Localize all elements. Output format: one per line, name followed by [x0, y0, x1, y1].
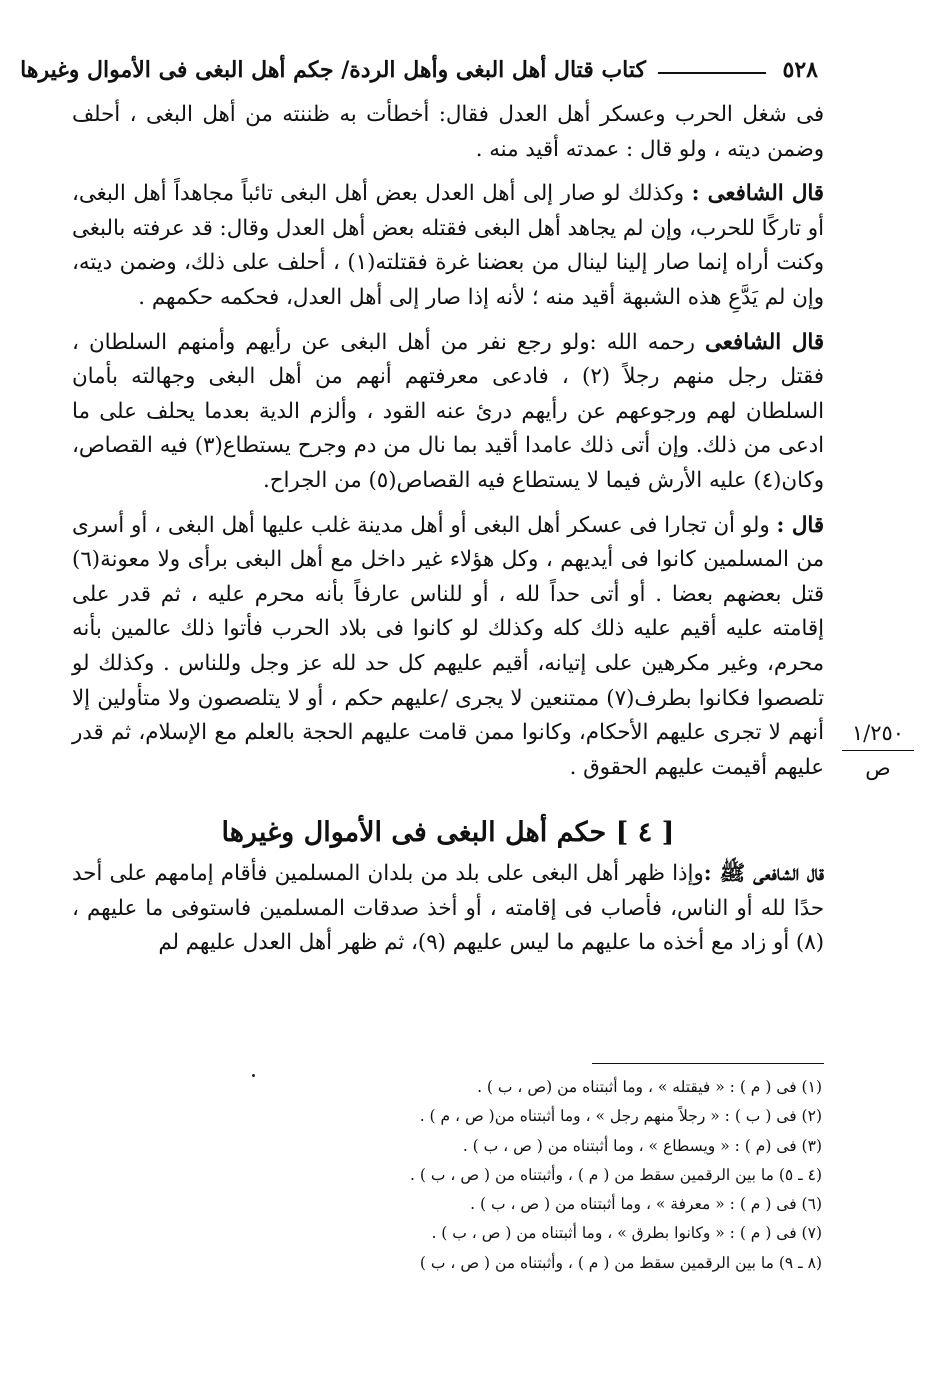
- margin-reference-top: ١/٢٥٠: [851, 721, 905, 745]
- footnote-rule: [592, 1063, 824, 1064]
- footnotes: [300, 1073, 822, 1278]
- header-rule: [658, 72, 766, 74]
- paragraph-text: ولو أن تجارا فى عسكر أهل البغى أو أهل مدينة غلب عليها أهل البغى ، أو أسرى من المسلمين كانوا فى أيديهم ، وكل هؤلاء غير داخل مع أهل البغى برأى ولا معونة(٦) قتل بعضهم بعضا . أو أتى حداً لله ، أو للناس عارفاً بأنه محرم عليه ، ثم قدر على إقامته عليه أقيم عليه ذلك كله وكذلك لو كانوا فى بلاد الحرب فأتوا ذلك عالمين بأنه محرم، وغير مكرهين على إتيانه، أقيم عليهم كل حد لله عز وجل وللناس . وكذلك لو تلصصوا فكانوا بطرف(٧) ممتنعين لا يجرى /عليهم حكم ، أو لا يتلصصون ولا متأولين إلا أنهم لا تجرى عليهم الأحكام، وكانوا ممن قامت عليهم الحجة بالعلم مع الإسلام، ثم قدر عليهم أقيمت عليهم الحقوق .: [72, 512, 825, 780]
- speck: [252, 1074, 255, 1077]
- margin-reference: [838, 718, 918, 783]
- footnote: (٦) فى ( م ) : « معرفة » ، وما أثبتناه من ( ص ، ب ) .: [470, 1195, 822, 1214]
- page-number: ٥٢٨: [782, 57, 818, 83]
- paragraph: [72, 177, 824, 315]
- footnote: (٢) فى ( ب ) : « رجلاً منهم رجل » ، وما أثبتناه من( ص ، م ) .: [419, 1107, 822, 1126]
- section-paragraph: [72, 857, 824, 961]
- section-text: وإذا ظهر أهل البغى على بلد من بلدان المسلمين فأقام إمامهم على أحد حدًا لله أو الناس، فأصاب فى إقامته ، أو أخذ صدقات المسلمين فاستوفى ما عليهم ،(٨) أو زاد مع أخذه ما عليهم ما ليس عليهم (٩)، ثم ظهر أهل العدل عليهم لم: [72, 861, 824, 956]
- section-title: [ ٤ ] حكم أهل البغى فى الأموال وغيرها: [221, 817, 675, 849]
- footnote: (٧) فى ( م ) : « وكانوا بطرق » ، وما أثبتناه من ( ص ، ب ) .: [431, 1224, 822, 1243]
- paragraph-lead: قال الشافعى: [705, 329, 824, 355]
- running-title: كتاب قتال أهل البغى وأهل الردة/ جكم أهل البغى فى الأموال وغيرها: [20, 57, 646, 83]
- paragraph: [72, 509, 824, 786]
- paragraph-lead: قال الشافعى :: [691, 181, 824, 207]
- main-text: [72, 98, 824, 971]
- margin-reference-rule: [842, 750, 914, 751]
- paragraph-text: رحمه الله :ولو رجع نفر من أهل البغى عن رأيهم وأمنهم السلطان ، فقتل رجل منهم رجلاً (٢) ، فادعى معرفتهم أنهم من أهل البغى وجهالته بأمان السلطان لهم ورجوعهم عن رأيهم درئ عنه القود ، وألزم الدية بعدما يحلف على ما ادعى من ذلك. وإن أتى ذلك عامدا أقيد بما نال من دم وجرح يستطاع(٣) فيه القصاص، وكان(٤) عليه الأرش فيما لا يستطاع فيه القصاص(٥) من الجراح.: [72, 329, 824, 493]
- page-header: [20, 50, 824, 90]
- footnote: (٤ ـ ٥) ما بين الرقمين سقط من ( م ) ، وأثبتناه من ( ص ، ب ) .: [410, 1165, 822, 1184]
- footnote: (٣) فى (م ) : « ويسطاع » ، وما أثبتناه من ( ص ، ب ) .: [462, 1136, 822, 1155]
- paragraph: [72, 98, 824, 167]
- paragraph-text: وكذلك لو صار إلى أهل العدل بعض أهل البغى تائباً مجاهداً أهل البغى، أو تاركًا للحرب، وإن لم يجاهد أهل البغى فقتله بعض أهل العدل وقال: قد عرفته بالبغى وكنت أراه إنما صار إلينا لينال من بعضنا غرة فقتلته(١) ، أحلف على ذلك، وضمن ديته، وإن لم يَدَّعِ هذه الشبهة أقيد منه ؛ لأنه إذا صار إلى أهل العدل، فحكمه حكمهم .: [72, 181, 824, 310]
- paragraph-text: فى شغل الحرب وعسكر أهل العدل فقال: أخطأت به ظننته من أهل البغى ، أحلف وضمن ديته ، ولو قال : عمدته أقيد منه .: [72, 102, 824, 162]
- section-lead: قال الشافعى ﷺ :: [703, 861, 824, 887]
- footnote: (٨ ـ ٩) ما بين الرقمين سقط من ( م ) ، وأثبتناه من ( ص ، ب ): [419, 1253, 822, 1272]
- footnote: (١) فى ( م ) : « فيقتله » ، وما أثبتناه من (ص ، ب ) .: [477, 1078, 822, 1096]
- paragraph: [72, 326, 824, 499]
- margin-reference-bottom: ص: [865, 756, 891, 780]
- paragraph-lead: قال :: [776, 512, 824, 538]
